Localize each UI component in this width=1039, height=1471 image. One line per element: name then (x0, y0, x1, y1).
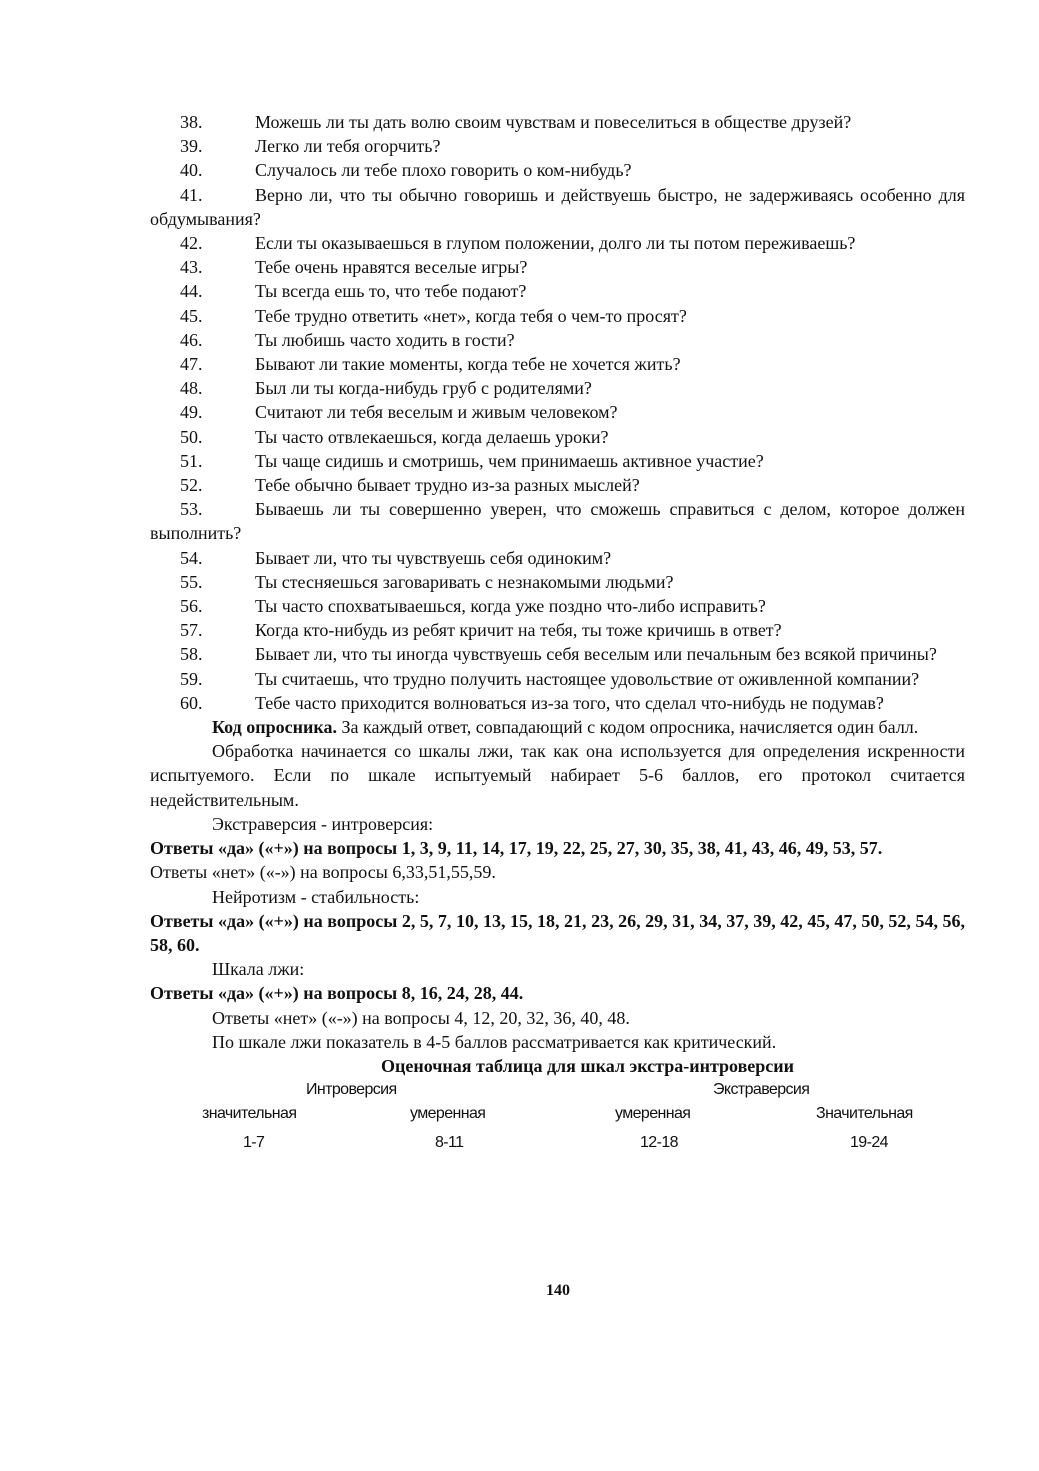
question-text: Бывает ли, что ты иногда чувствуешь себя веселым или печальным без всякой причины? (255, 644, 937, 665)
column-label: умеренная (410, 1105, 486, 1123)
column-label: умеренная (615, 1105, 691, 1123)
question-number: 55. (180, 571, 203, 592)
question-item (150, 352, 965, 376)
group-extraversion: Экстраверсия (713, 1081, 810, 1099)
question-number: 45. (180, 305, 203, 326)
lie-no: Ответы «нет» («-») на вопросы 4, 12, 20, 32, 36, 40, 48. (212, 1007, 630, 1028)
question-item (150, 425, 965, 449)
question-item (150, 618, 965, 642)
group-introversion: Интроверсия (306, 1081, 397, 1099)
question-number: 57. (180, 620, 203, 641)
question-text: Тебе обычно бывает трудно из-за разных мыслей? (255, 475, 640, 496)
question-item (150, 400, 965, 424)
column-range: 12-18 (640, 1134, 678, 1152)
extraversion-yes: Ответы «да» («+») на вопросы 1, 3, 9, 11, 14, 17, 19, 22, 25, 27, 30, 35, 38, 41, 43, 46, 49, 53, 57. (150, 838, 883, 859)
question-number: 46. (180, 329, 203, 350)
question-number: 40. (180, 160, 203, 181)
code-text: За каждый ответ, совпадающий с кодом опросника, начисляется один балл. (336, 717, 919, 738)
question-text: Легко ли тебя огорчить? (255, 136, 441, 157)
question-text: Тебе трудно ответить «нет», когда тебя о чем-то просят? (255, 305, 687, 326)
extraversion-no: Ответы «нет» («-») на вопросы 6,33,51,55,59. (150, 862, 496, 883)
lie-yes: Ответы «да» («+») на вопросы 8, 16, 24, 28, 44. (150, 983, 524, 1004)
question-item (150, 497, 965, 545)
question-number: 50. (180, 426, 203, 447)
column-range: 19-24 (850, 1134, 888, 1152)
question-item (150, 279, 965, 303)
question-item (150, 570, 965, 594)
question-number: 53. (180, 499, 203, 520)
question-number: 44. (180, 281, 203, 302)
question-number: 39. (180, 136, 203, 157)
code-label: Код опросника. (212, 717, 337, 738)
question-item (150, 304, 965, 328)
question-item (150, 546, 965, 570)
question-item (150, 667, 965, 691)
question-item (150, 691, 965, 715)
question-item (150, 473, 965, 497)
question-item (150, 183, 965, 231)
question-text: Ты часто спохватываешься, когда уже поздно что-либо исправить? (255, 596, 766, 617)
question-text: Ты считаешь, что трудно получить настоящее удовольствие от оживленной компании? (255, 668, 920, 689)
question-text: Ты всегда ешь то, что тебе подают? (255, 281, 527, 302)
question-text: Случалось ли тебе плохо говорить о ком-нибудь? (255, 160, 632, 181)
question-text: Тебе часто приходится волноваться из-за того, что сделал что-нибудь не подумав? (255, 692, 884, 713)
question-item (150, 231, 965, 255)
question-text: Верно ли, что ты обычно говоришь и действуешь быстро, не задерживаясь особенно для обдумывания? (150, 184, 965, 229)
question-number: 54. (180, 547, 203, 568)
lie-critical: По шкале лжи показатель в 4-5 баллов рассматривается как критический. (212, 1031, 777, 1052)
question-text: Когда кто-нибудь из ребят кричит на тебя, ты тоже кричишь в ответ? (255, 620, 782, 641)
question-text: Если ты оказываешься в глупом положении, долго ли ты потом переживаешь? (255, 233, 856, 254)
question-number: 42. (180, 233, 203, 254)
question-number: 60. (180, 692, 203, 713)
question-item (150, 134, 965, 158)
neuroticism-heading: Нейротизм - стабильность: (212, 886, 420, 907)
column-range: 8-11 (435, 1134, 464, 1152)
question-number: 48. (180, 378, 203, 399)
page-number: 140 (546, 1282, 570, 1299)
question-text: Бывает ли, что ты чувствуешь себя одиноким? (255, 547, 612, 568)
question-list (150, 110, 965, 715)
table-title: Оценочная таблица для шкал экстра-интроверсии (380, 1055, 795, 1076)
column-label: значительная (202, 1105, 297, 1123)
question-number: 47. (180, 354, 203, 375)
question-text: Считают ли тебя веселым и живым человеком? (255, 402, 618, 423)
question-number: 51. (180, 450, 203, 471)
question-text: Бывают ли такие моменты, когда тебе не хочется жить? (255, 354, 681, 375)
question-text: Ты любишь часто ходить в гости? (255, 329, 515, 350)
question-number: 56. (180, 596, 203, 617)
question-item (150, 449, 965, 473)
processing-paragraph: Обработка начинается со шкалы лжи, так как она используется для определения искренности испытуемого. Если по шкале испытуемый набирает 5-6 баллов, его протокол считается недействительным. (150, 741, 965, 810)
question-text: Можешь ли ты дать волю своим чувствам и повеселиться в обществе друзей? (255, 112, 852, 132)
question-number: 38. (180, 112, 203, 132)
question-number: 59. (180, 668, 203, 689)
question-item (150, 376, 965, 400)
extraversion-heading: Экстраверсия - интроверсия: (212, 813, 434, 834)
question-text: Ты чаще сидишь и смотришь, чем принимаешь активное участие? (255, 450, 764, 471)
question-text: Тебе очень нравятся веселые игры? (255, 257, 528, 278)
question-item (150, 594, 965, 618)
neuroticism-yes: Ответы «да» («+») на вопросы 2, 5, 7, 10, 13, 15, 18, 21, 23, 26, 29, 31, 34, 37, 39, 42, 45, 47, 50, 52, 54, 56, 58, 60. (150, 910, 965, 955)
question-text: Был ли ты когда-нибудь груб с родителями? (255, 378, 592, 399)
question-number: 58. (180, 644, 203, 665)
lie-heading: Шкала лжи: (212, 959, 305, 980)
question-number: 49. (180, 402, 203, 423)
question-number: 52. (180, 475, 203, 496)
score-table (150, 1078, 965, 1168)
question-item (150, 158, 965, 182)
question-number: 43. (180, 257, 203, 278)
question-item (150, 110, 965, 134)
question-item (150, 642, 965, 666)
question-text: Бываешь ли ты совершенно уверен, что сможешь справиться с делом, которое должен выполнить? (150, 499, 965, 544)
question-text: Ты часто отвлекаешься, когда делаешь уроки? (255, 426, 609, 447)
question-number: 41. (180, 184, 203, 205)
question-text: Ты стесняешься заговаривать с незнакомыми людьми? (255, 571, 674, 592)
question-item (150, 255, 965, 279)
page-content (150, 110, 965, 1168)
column-label: Значительная (816, 1105, 913, 1123)
question-item (150, 328, 965, 352)
code-paragraph (150, 715, 965, 739)
column-range: 1-7 (243, 1134, 265, 1152)
